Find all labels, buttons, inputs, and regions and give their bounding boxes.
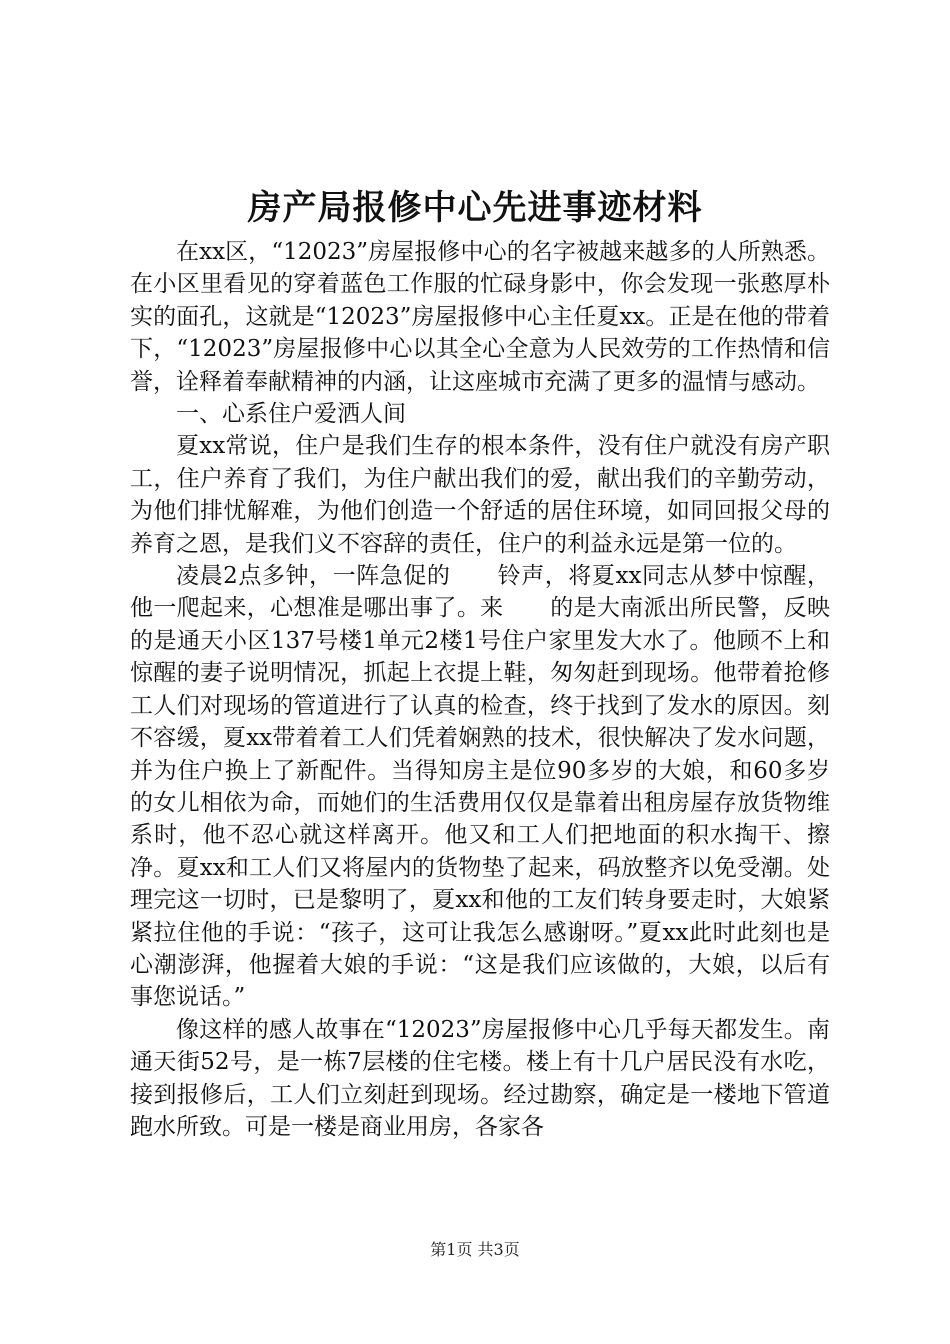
paragraph-intro: 在xx区，“12023”房屋报修中心的名字被越来越多的人所熟悉。在小区里看见的穿着蓝色工作服的忙碌身影中，你会发现一张憨厚朴实的面孔，这就是“12023”房屋报修中心主任夏xx。正是在他的带着下，“12023”房屋报修中心以其全心全意为人民效劳的工作热情和信誉，诠释着奉献精神的内涵，让这座城市充满了更多的温情与感动。 bbox=[130, 239, 830, 395]
paragraph-quote: 夏xx常说，住户是我们生存的根本条件，没有住户就没有房产职工，住户养育了我们，为住户献出我们的爱，献出我们的辛勤劳动，为他们排忧解难，为他们创造一个舒适的居住环境，如同回报父母的养育之恩，是我们义不容辞的责任，住户的利益永远是第一位的。 bbox=[130, 433, 830, 557]
paragraph-continued: 像这样的感人故事在“12023”房屋报修中心几乎每天都发生。南通天街52号，是一栋7层楼的住宅楼。楼上有十几户居民没有水吃，接到报修后，工人们立刻赶到现场。经过勘察，确定是一楼地下管道跑水所致。可是一楼是商业用房，各家各 bbox=[130, 1016, 830, 1140]
document-title: 房产局报修中心先进事迹材料 bbox=[247, 188, 703, 228]
page-footer: 第1页 共3页 bbox=[430, 1240, 520, 1259]
section-heading: 一、心系住户爱洒人间 bbox=[176, 401, 406, 428]
paragraph-story: 凌晨2点多钟，一阵急促的 铃声，将夏xx同志从梦中惊醒，他一爬起来，心想准是哪出事了。来 的是大南派出所民警，反映的是通天小区137号楼1单元2楼1号住户家里发大水了。他顾不上和惊醒的妻子说明情况，抓起上衣提上鞋，匆匆赶到现场。他带着抢修工人们对现场的管道进行了认真的检查，终于找到了发水的原因。刻不容缓，夏xx带着着工人们凭着娴熟的技术，很快解决了发水问题，并为住户换上了新配件。当得知房主是位90多岁的大娘，和60多岁的女儿相依为命，而她们的生活费用仅仅是靠着出租房屋存放货物维系时，他不忍心就这样离开。他又和工人们把地面的积水掏干、擦净。夏xx和工人们又将屋内的货物垫了起来，码放整齐以免受潮。处理完这一切时，已是黎明了，夏xx和他的工友们转身要走时，大娘紧紧拉住他的手说：“孩子，这可让我怎么感谢呀。”夏xx此时此刻也是心潮澎湃，他握着大娘的手说：“这是我们应该做的，大娘，以后有事您说话。” bbox=[130, 563, 830, 1011]
document-body bbox=[130, 236, 830, 1143]
